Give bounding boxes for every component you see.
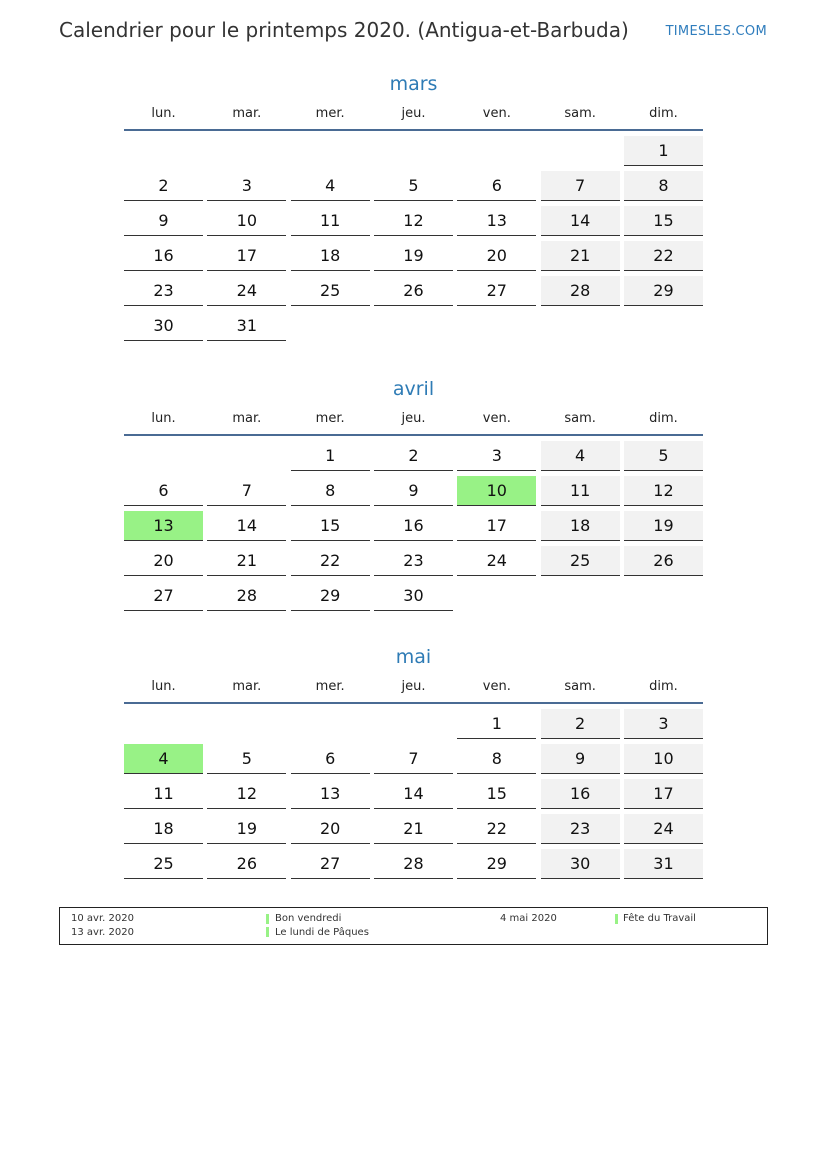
day-cell: 27 <box>457 276 536 306</box>
day-cell <box>124 709 203 739</box>
day-cell: 21 <box>207 546 286 576</box>
legend-holiday-name: Le lundi de Pâques <box>275 927 369 938</box>
holiday-legend <box>59 907 768 945</box>
day-cell: 20 <box>291 814 370 844</box>
day-cell: 19 <box>374 241 453 271</box>
day-cell: 3 <box>207 171 286 201</box>
month-may <box>124 643 703 884</box>
day-cell: 29 <box>457 849 536 879</box>
day-cell: 26 <box>207 849 286 879</box>
weekday-label: dim. <box>649 411 678 426</box>
day-cell: 17 <box>457 511 536 541</box>
day-cell: 14 <box>207 511 286 541</box>
day-grid <box>124 709 703 879</box>
weekday-label: mar. <box>232 411 262 426</box>
day-cell <box>541 581 620 611</box>
week-row <box>124 441 703 471</box>
week-row <box>124 206 703 236</box>
day-cell: 1 <box>291 441 370 471</box>
legend-holiday-name: Fête du Travail <box>623 913 696 924</box>
day-cell: 7 <box>207 476 286 506</box>
day-cell: 16 <box>124 241 203 271</box>
day-cell: 14 <box>541 206 620 236</box>
weekday-label: sam. <box>564 679 596 694</box>
day-cell: 13 <box>291 779 370 809</box>
day-cell: 17 <box>207 241 286 271</box>
day-cell: 11 <box>541 476 620 506</box>
day-cell: 30 <box>124 311 203 341</box>
day-cell: 20 <box>457 241 536 271</box>
day-cell: 11 <box>124 779 203 809</box>
day-cell: 5 <box>207 744 286 774</box>
day-cell <box>374 311 453 341</box>
day-cell <box>624 581 703 611</box>
week-row <box>124 779 703 809</box>
day-cell: 2 <box>124 171 203 201</box>
week-row <box>124 744 703 774</box>
day-cell: 19 <box>207 814 286 844</box>
day-cell: 24 <box>624 814 703 844</box>
week-row <box>124 709 703 739</box>
day-cell: 9 <box>374 476 453 506</box>
weekday-label: dim. <box>649 679 678 694</box>
week-row <box>124 849 703 879</box>
week-row <box>124 476 703 506</box>
weekday-label: jeu. <box>401 411 426 426</box>
day-cell: 27 <box>291 849 370 879</box>
day-cell: 23 <box>541 814 620 844</box>
day-cell <box>207 709 286 739</box>
weekday-label: mer. <box>315 679 345 694</box>
day-cell: 22 <box>457 814 536 844</box>
day-cell: 30 <box>541 849 620 879</box>
day-cell: 12 <box>207 779 286 809</box>
day-cell: 7 <box>541 171 620 201</box>
day-cell: 2 <box>541 709 620 739</box>
weekday-label: lun. <box>151 411 176 426</box>
day-cell: 5 <box>624 441 703 471</box>
week-row <box>124 276 703 306</box>
day-cell: 16 <box>541 779 620 809</box>
holiday-swatch <box>615 914 618 924</box>
day-cell: 4 <box>124 744 203 774</box>
day-cell <box>457 311 536 341</box>
weekday-label: lun. <box>151 106 176 121</box>
weekday-label: lun. <box>151 679 176 694</box>
day-cell: 31 <box>207 311 286 341</box>
day-cell: 15 <box>624 206 703 236</box>
day-cell: 27 <box>124 581 203 611</box>
weekday-label: jeu. <box>401 679 426 694</box>
day-cell: 6 <box>124 476 203 506</box>
weekday-label: dim. <box>649 106 678 121</box>
weekday-header <box>124 106 703 131</box>
day-cell <box>374 136 453 166</box>
week-row <box>124 136 703 166</box>
day-cell: 18 <box>541 511 620 541</box>
week-row <box>124 511 703 541</box>
day-cell <box>207 441 286 471</box>
day-cell: 13 <box>124 511 203 541</box>
day-cell: 12 <box>624 476 703 506</box>
day-cell: 19 <box>624 511 703 541</box>
weekday-label: ven. <box>482 679 511 694</box>
legend-date: 10 avr. 2020 <box>71 913 134 924</box>
day-cell: 5 <box>374 171 453 201</box>
day-cell: 29 <box>291 581 370 611</box>
day-cell: 20 <box>124 546 203 576</box>
weekday-label: mar. <box>232 106 262 121</box>
day-cell <box>291 136 370 166</box>
day-cell <box>124 441 203 471</box>
day-cell: 9 <box>541 744 620 774</box>
week-row <box>124 546 703 576</box>
day-cell: 22 <box>624 241 703 271</box>
day-cell: 4 <box>541 441 620 471</box>
day-cell: 8 <box>624 171 703 201</box>
month-title: avril <box>392 378 435 400</box>
week-row <box>124 311 703 341</box>
day-cell: 10 <box>207 206 286 236</box>
legend-date: 4 mai 2020 <box>500 913 557 924</box>
day-cell <box>374 709 453 739</box>
day-cell: 16 <box>374 511 453 541</box>
legend-date: 13 avr. 2020 <box>71 927 134 938</box>
day-cell: 10 <box>624 744 703 774</box>
weekday-label: mer. <box>315 106 345 121</box>
day-cell: 30 <box>374 581 453 611</box>
day-cell: 4 <box>291 171 370 201</box>
day-cell: 31 <box>624 849 703 879</box>
page-title: Calendrier pour le printemps 2020. (Antigua-et-Barbuda) <box>59 18 629 42</box>
day-cell <box>457 581 536 611</box>
day-cell <box>457 136 536 166</box>
day-cell: 28 <box>541 276 620 306</box>
day-cell <box>541 136 620 166</box>
day-cell <box>541 311 620 341</box>
day-cell: 22 <box>291 546 370 576</box>
weekday-label: jeu. <box>401 106 426 121</box>
day-cell <box>291 709 370 739</box>
weekday-label: sam. <box>564 106 596 121</box>
day-cell: 11 <box>291 206 370 236</box>
day-cell: 25 <box>541 546 620 576</box>
day-cell: 15 <box>457 779 536 809</box>
weekday-header <box>124 679 703 704</box>
week-row <box>124 814 703 844</box>
day-cell: 3 <box>457 441 536 471</box>
day-cell <box>124 136 203 166</box>
day-cell: 24 <box>457 546 536 576</box>
day-cell: 1 <box>624 136 703 166</box>
weekday-label: mer. <box>315 411 345 426</box>
day-cell: 1 <box>457 709 536 739</box>
weekday-label: ven. <box>482 411 511 426</box>
weekday-label: mar. <box>232 679 262 694</box>
day-cell <box>291 311 370 341</box>
day-cell: 28 <box>207 581 286 611</box>
day-cell: 23 <box>124 276 203 306</box>
day-cell: 21 <box>541 241 620 271</box>
day-cell <box>624 311 703 341</box>
day-cell: 8 <box>291 476 370 506</box>
day-grid <box>124 441 703 611</box>
holiday-swatch <box>266 914 269 924</box>
day-cell: 23 <box>374 546 453 576</box>
day-cell: 9 <box>124 206 203 236</box>
day-cell: 29 <box>624 276 703 306</box>
day-cell: 14 <box>374 779 453 809</box>
weekday-label: sam. <box>564 411 596 426</box>
week-row <box>124 171 703 201</box>
week-row <box>124 581 703 611</box>
month-march <box>124 70 703 346</box>
day-cell <box>207 136 286 166</box>
day-cell: 12 <box>374 206 453 236</box>
day-cell: 24 <box>207 276 286 306</box>
day-cell: 26 <box>374 276 453 306</box>
legend-holiday-name: Bon vendredi <box>275 913 342 924</box>
day-cell: 18 <box>291 241 370 271</box>
day-cell: 8 <box>457 744 536 774</box>
day-cell: 28 <box>374 849 453 879</box>
month-april <box>124 375 703 616</box>
week-row <box>124 241 703 271</box>
day-cell: 26 <box>624 546 703 576</box>
day-cell: 18 <box>124 814 203 844</box>
day-cell: 13 <box>457 206 536 236</box>
day-cell: 2 <box>374 441 453 471</box>
weekday-label: ven. <box>482 106 511 121</box>
day-cell: 3 <box>624 709 703 739</box>
day-cell: 10 <box>457 476 536 506</box>
day-cell: 25 <box>124 849 203 879</box>
month-title: mai <box>395 646 432 668</box>
day-grid <box>124 136 703 341</box>
month-title: mars <box>389 73 438 95</box>
day-cell: 6 <box>457 171 536 201</box>
day-cell: 17 <box>624 779 703 809</box>
day-cell: 25 <box>291 276 370 306</box>
holiday-swatch <box>266 927 269 937</box>
weekday-header <box>124 411 703 436</box>
day-cell: 21 <box>374 814 453 844</box>
site-link[interactable]: TIMESLES.COM <box>665 24 767 39</box>
day-cell: 7 <box>374 744 453 774</box>
day-cell: 6 <box>291 744 370 774</box>
day-cell: 15 <box>291 511 370 541</box>
